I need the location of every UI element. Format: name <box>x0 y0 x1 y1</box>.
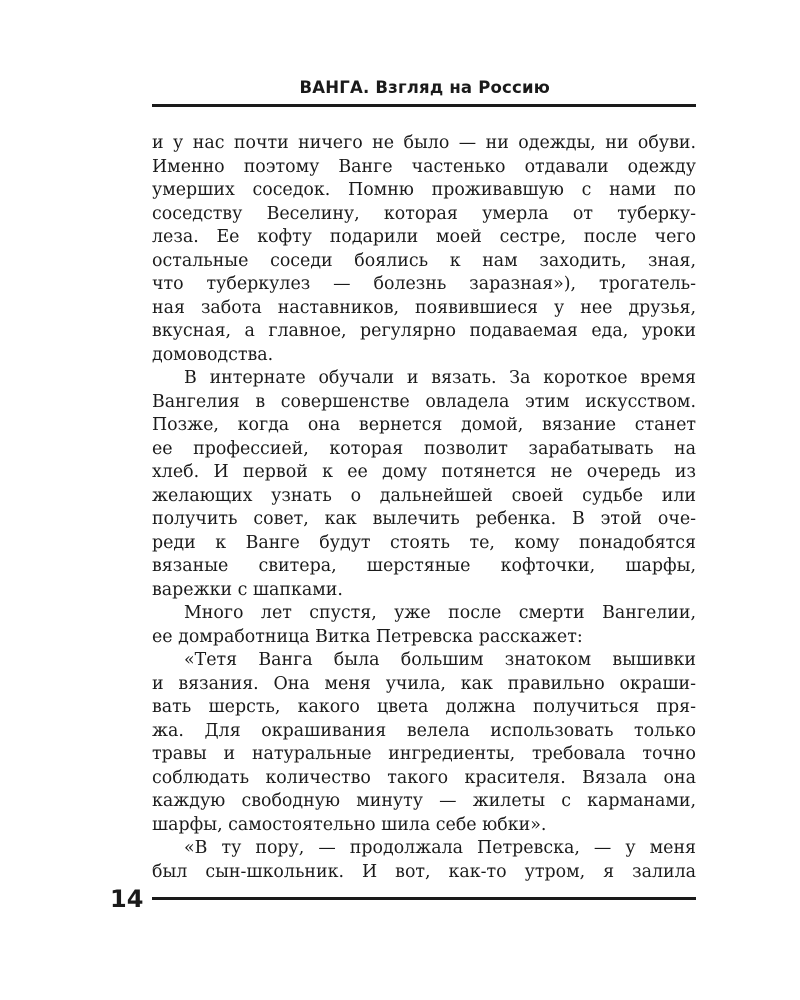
text-line: В интернате обучали и вязать. За короткое время <box>184 368 696 388</box>
text-line: леза. Ее кофту подарили моей сестре, после чего <box>152 227 696 247</box>
text-line: и у нас почти ничего не было — ни одежды, ни обуви. <box>152 133 696 153</box>
text-line: реди к Ванге будут стоять те, кому понадобятся <box>152 532 696 553</box>
text-line: вязаные свитера, шерстяные кофточки, шарфы, <box>152 556 696 576</box>
text-line: шарфы, самостоятельно шила себе юбки». <box>152 814 547 835</box>
text-line: Вангелия в совершенстве овладела этим искусством. <box>152 391 696 412</box>
text-line: ее домработница Витка Петревска расскажет: <box>152 626 583 647</box>
text-line: ная забота наставников, появившиеся у нее друзья, <box>152 297 696 318</box>
text-line: «В ту пору, — продолжала Петревска, — у меня <box>184 838 696 858</box>
text-line: варежки с шапками. <box>152 579 343 600</box>
text-line: соблюдать количество такого красителя. Вязала она <box>152 767 696 788</box>
text-line: ее профессией, которая позволит зарабатывать на <box>152 438 696 459</box>
footer-divider <box>152 897 696 900</box>
text-line: был сын-школьник. И вот, как-то утром, я залила <box>152 861 696 882</box>
text-line: что туберкулез — болезнь заразная»), трогатель- <box>152 274 696 294</box>
text-line: Позже, когда она вернется домой, вязание станет <box>152 415 696 435</box>
book-title: ВАНГА. Взгляд на Россию <box>299 78 550 97</box>
text-line: домоводства. <box>152 344 274 365</box>
text-line: вкусная, а главное, регулярно подаваемая еда, уроки <box>152 321 696 341</box>
text-line: хлеб. И первой к ее дому потянется не очередь из <box>152 462 696 482</box>
text-line: жа. Для окрашивания велела использовать только <box>152 720 696 741</box>
text-line: травы и натуральные ингредиенты, требовала точно <box>152 744 696 764</box>
text-line: получить совет, как вылечить ребенка. В этой оче- <box>152 509 696 529</box>
page-number: 14 <box>110 885 144 913</box>
page-body-text <box>152 132 696 884</box>
text-line: Много лет спустя, уже после смерти Вангелии, <box>184 603 696 623</box>
text-line: соседству Веселину, которая умерла от туберку- <box>152 203 696 224</box>
text-line: Именно поэтому Ванге частенько отдавали одежду <box>152 156 696 177</box>
text-line: каждую свободную минуту — жилеты с карманами, <box>152 791 696 811</box>
text-line: «Тетя Ванга была большим знатоком вышивки <box>184 650 696 670</box>
text-line: желающих узнать о дальнейшей своей судьбе или <box>152 485 696 506</box>
text-line: и вязания. Она меня учила, как правильно окраши- <box>152 673 696 694</box>
text-line: умерших соседок. Помню проживавшую с нами по <box>152 180 696 200</box>
text-line: вать шерсть, какого цвета должна получиться пря- <box>152 697 696 717</box>
text-line: остальные соседи боялись к нам заходить, зная, <box>152 250 696 271</box>
running-header <box>152 76 696 107</box>
